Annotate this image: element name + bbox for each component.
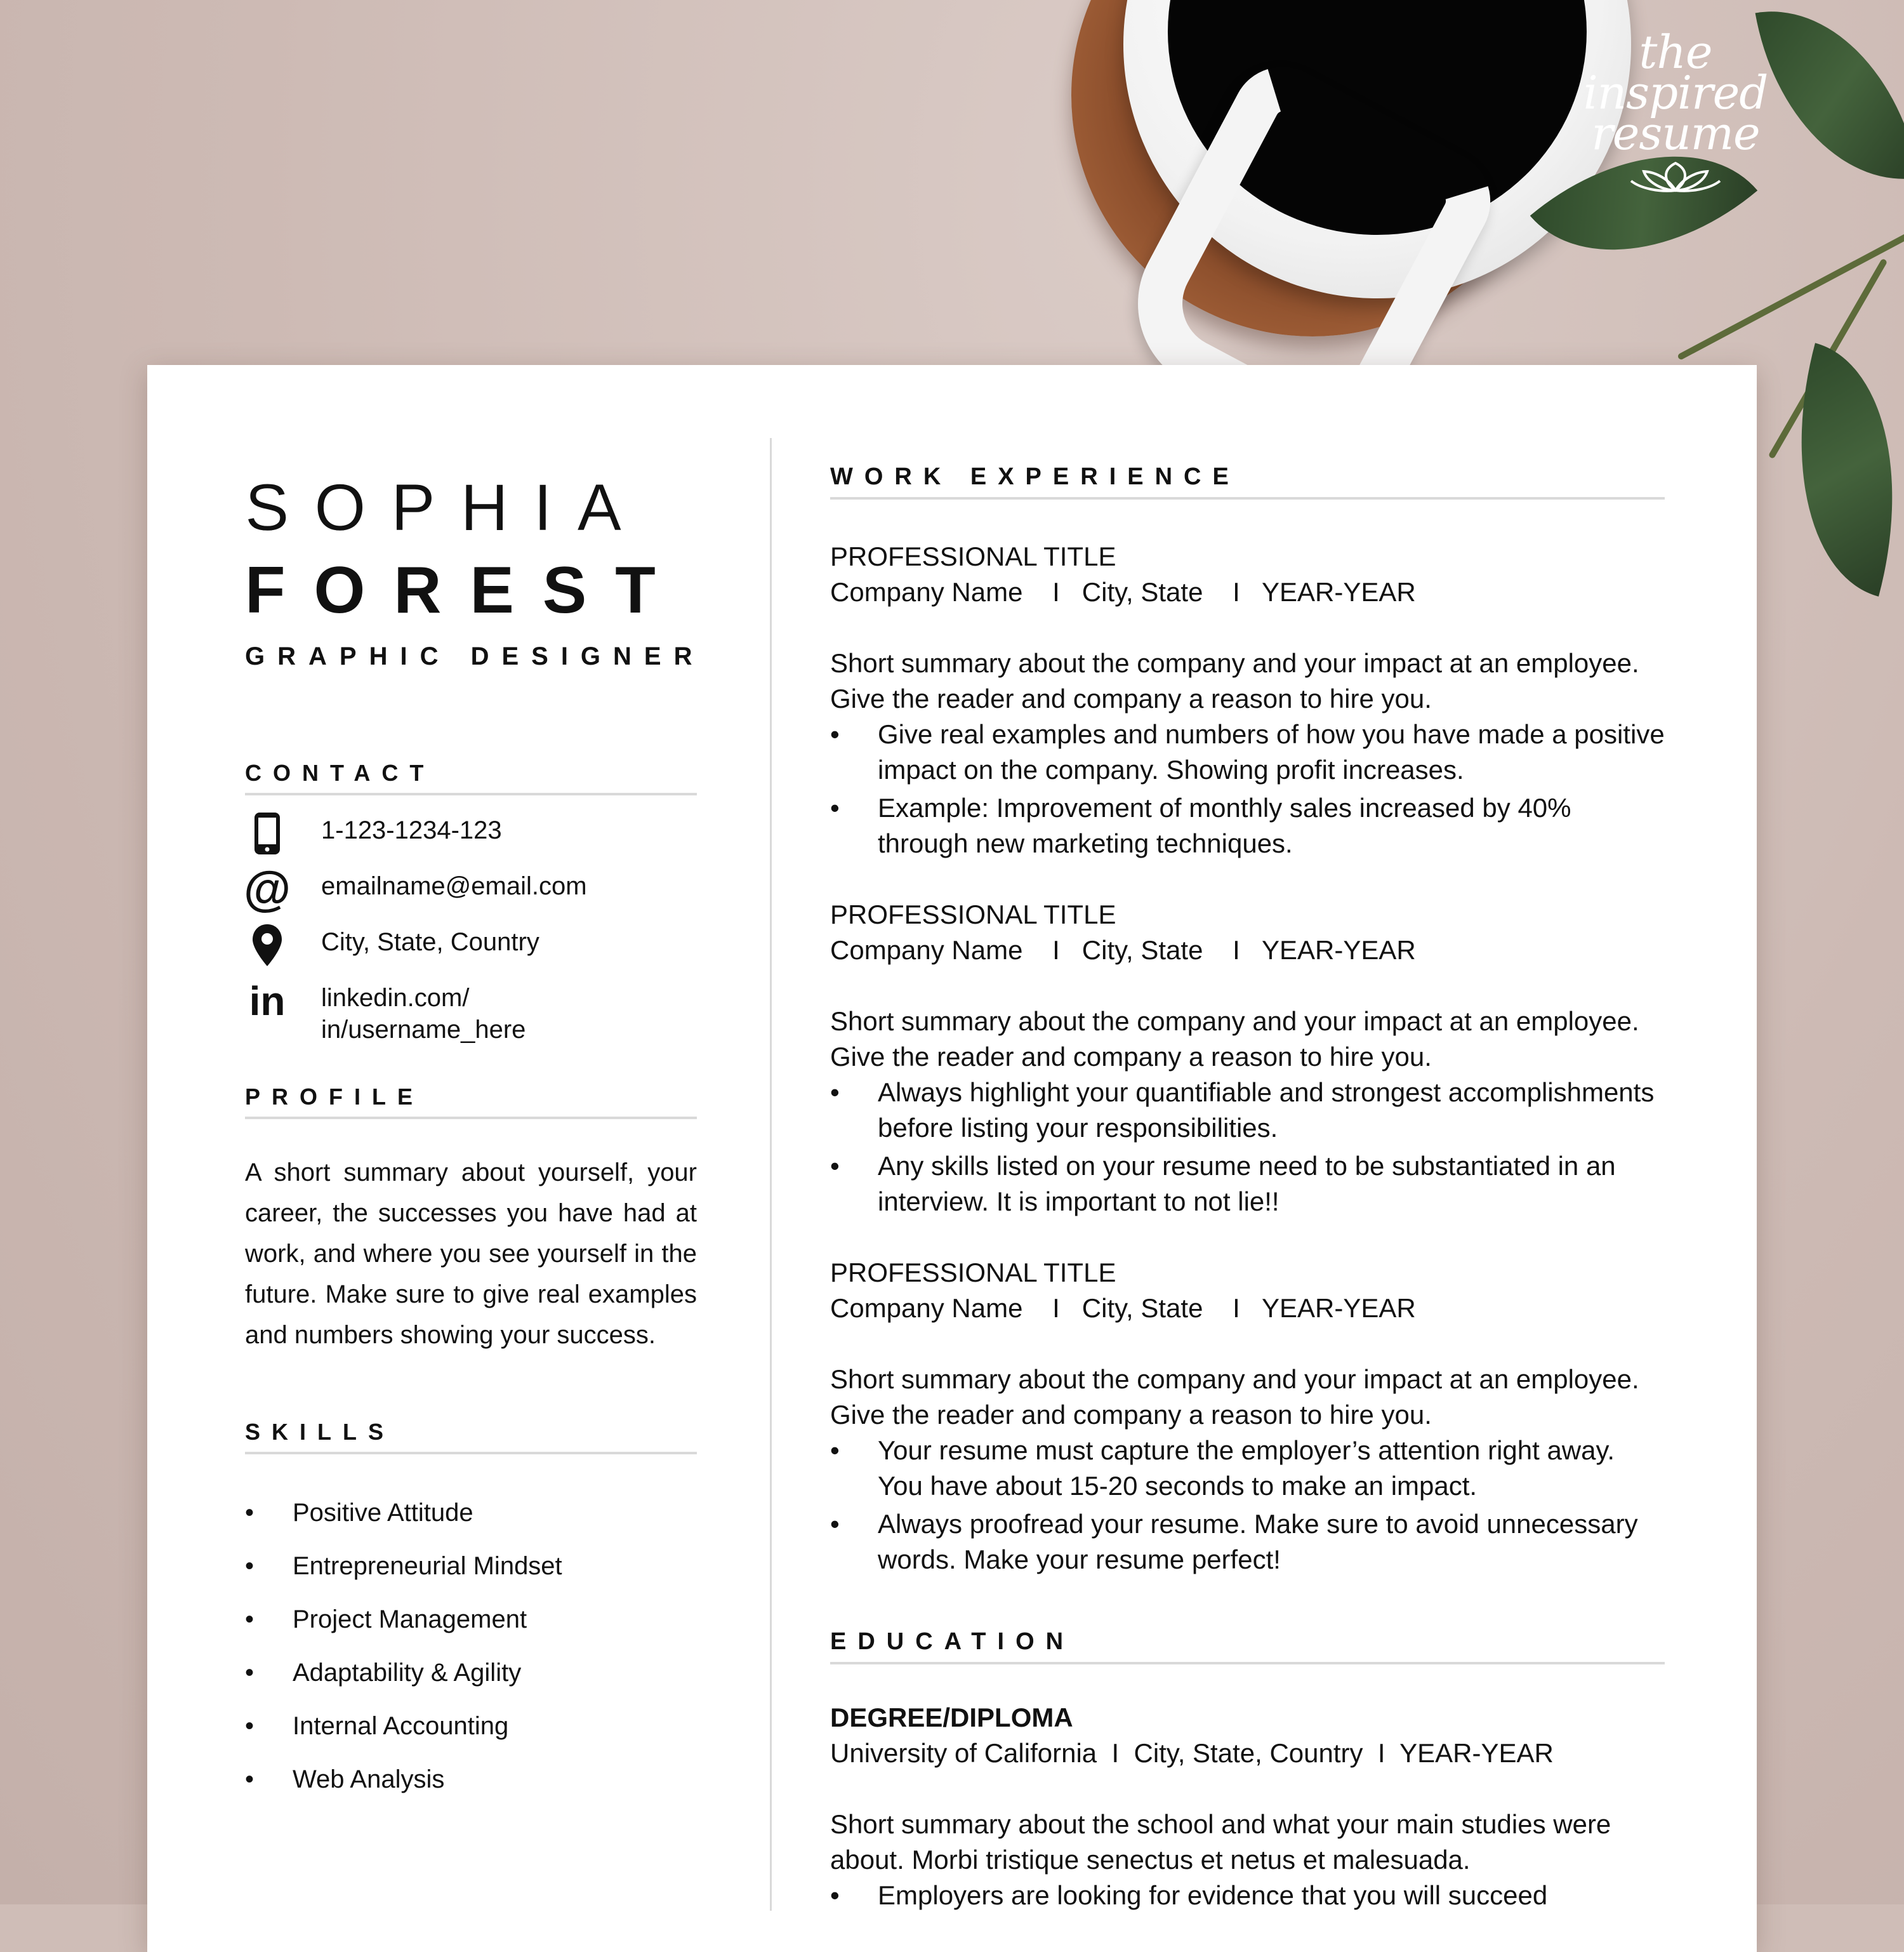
- linkedin-url-line2: in/username_here: [321, 1016, 526, 1044]
- column-divider: [770, 438, 772, 1911]
- education-summary: Short summary about the school and what your main studies were about. Morbi tristique senectus et netus et malesuada.: [830, 1809, 1611, 1875]
- education-section: [830, 1628, 1665, 1913]
- location: City, State, Country: [321, 928, 539, 956]
- job-bullet: • Example: Improvement of monthly sales increased by 40% through new marketing techniques.: [830, 790, 1665, 861]
- profile-heading: PROFILE: [245, 1084, 697, 1119]
- profile-section: [245, 1084, 697, 1355]
- skill-item: • Project Management: [245, 1593, 697, 1646]
- job-entry: [830, 539, 1665, 861]
- linkedin-icon: in: [249, 978, 286, 1024]
- job-entry-title: PROFESSIONAL TITLE: [830, 900, 1116, 929]
- skills-heading: SKILLS: [245, 1419, 697, 1454]
- skill-item: • Entrepreneurial Mindset: [245, 1539, 697, 1593]
- job-title: GRAPHIC DESIGNER: [245, 642, 705, 670]
- left-column: [243, 470, 705, 1806]
- job-bullets: [830, 1433, 1665, 1577]
- skill-item: • Internal Accounting: [245, 1699, 697, 1753]
- education-meta: University of California I City, State, Country I YEAR-YEAR: [830, 1738, 1554, 1768]
- contact-location: [245, 926, 697, 964]
- job-bullet: • Always proofread your resume. Make sure to avoid unnecessary words. Make your resume perfect!: [830, 1506, 1665, 1577]
- contact-linkedin: [245, 978, 697, 1046]
- watermark-logo: [1580, 25, 1771, 198]
- watermark-line: the: [1639, 25, 1712, 79]
- profile-text: A short summary about yourself, your career, the successes you have had at work, and where you see yourself in the future. Make sure to give real examples and numbers showing your success.: [245, 1159, 697, 1349]
- skill-item: • Positive Attitude: [245, 1486, 697, 1539]
- job-bullets: [830, 717, 1665, 861]
- job-bullet: • Any skills listed on your resume need to be substantiated in an interview. It is important to not lie!!: [830, 1148, 1665, 1219]
- education-bullet: • Employers are looking for evidence that you will succeed: [830, 1878, 1665, 1913]
- job-bullet: • Give real examples and numbers of how you have made a positive impact on the company. Showing profit increases.: [830, 717, 1665, 788]
- watermark-line: resume: [1591, 107, 1760, 160]
- job-entry-meta: Company Name I City, State I YEAR-YEAR: [830, 577, 1416, 607]
- linkedin-url-line1: linkedin.com/: [321, 984, 470, 1012]
- map-pin-icon: [245, 926, 289, 964]
- job-entry-summary: Short summary about the company and your impact at an employee. Give the reader and company a reason to hire you.: [830, 1364, 1639, 1430]
- watermark-line: inspired: [1583, 66, 1768, 119]
- skill-item: • Adaptability & Agility: [245, 1646, 697, 1699]
- contact-phone: [245, 814, 697, 853]
- work-heading: WORK EXPERIENCE: [830, 463, 1665, 500]
- contact-email: [243, 862, 697, 916]
- job-entry-summary: Short summary about the company and your impact at an employee. Give the reader and company a reason to hire you.: [830, 648, 1639, 714]
- job-entry: [830, 1255, 1665, 1577]
- degree-title: DEGREE/DIPLOMA: [830, 1703, 1073, 1732]
- job-bullet: • Your resume must capture the employer’s attention right away. You have about 15-20 seconds to make an impact.: [830, 1433, 1665, 1504]
- job-entry: [830, 897, 1665, 1219]
- last-name: FOREST: [245, 554, 684, 627]
- first-name: SOPHIA: [245, 471, 647, 545]
- job-bullet: • Always highlight your quantifiable and strongest accomplishments before listing your responsibilities.: [830, 1075, 1665, 1146]
- contact-section: [245, 760, 697, 1046]
- at-sign-icon: @: [243, 862, 291, 916]
- job-bullets: [830, 1075, 1665, 1219]
- email-address: emailname@email.com: [321, 872, 587, 900]
- job-entry-title: PROFESSIONAL TITLE: [830, 1258, 1116, 1287]
- job-entry-title: PROFESSIONAL TITLE: [830, 541, 1116, 571]
- job-entry-summary: Short summary about the company and your impact at an employee. Give the reader and company a reason to hire you.: [830, 1006, 1639, 1072]
- education-bullets: [830, 1878, 1665, 1913]
- lotus-icon: [1580, 157, 1771, 198]
- phone-number: 1-123-1234-123: [321, 816, 502, 844]
- right-column: [830, 463, 1665, 1916]
- education-heading: EDUCATION: [830, 1628, 1665, 1664]
- job-entry-meta: Company Name I City, State I YEAR-YEAR: [830, 1293, 1416, 1323]
- skills-list: [245, 1486, 697, 1806]
- contact-heading: CONTACT: [245, 760, 697, 795]
- skill-item: • Web Analysis: [245, 1753, 697, 1806]
- phone-icon: [245, 814, 289, 853]
- skills-section: [245, 1419, 697, 1806]
- job-entry-meta: Company Name I City, State I YEAR-YEAR: [830, 935, 1416, 965]
